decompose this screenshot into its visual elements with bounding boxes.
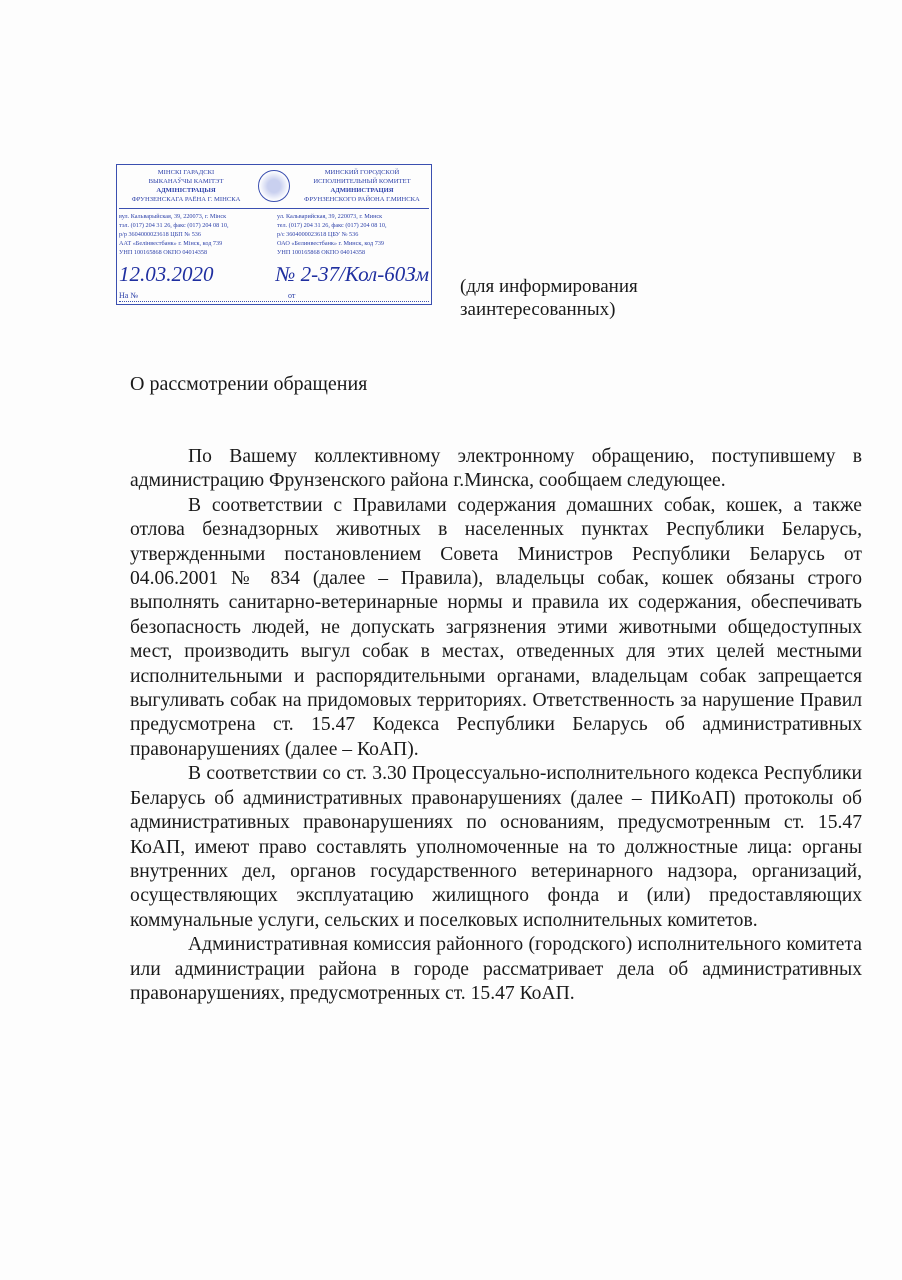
reference-line [119,290,429,302]
stamp-text: УНП 100165868 ОКПО 04014358 [277,249,366,256]
stamp-text: ААТ «Белінвестбанк» г. Мінск, код 739 [119,240,223,247]
info-note-line: (для информирования [460,276,638,297]
handwritten-row [119,261,429,287]
info-note [460,275,638,321]
letter-subject: О рассмотрении обращения [130,373,368,395]
letter-body [130,445,862,1006]
stamp-details-belarusian [119,212,271,257]
handwritten-date: 12.03.2020 [119,262,214,286]
stamp-divider [119,208,429,209]
stamp-details-russian [277,212,429,257]
paragraph: В соответствии со ст. 3.30 Процессуально-исполнительного кодекса Республики Беларусь об административных правонарушениях (далее – ПИКоАП) протоколы об административных правонарушениях по основаниям, предусмотренным ст. 15.47 КоАП, имеют право составлять уполномоченные на то должностные лица: органы внутренних дел, органов государственного ветеринарного надзора, организаций, осуществляющих эксплуатацию жилищного фонда и (или) предоставляющих коммунальные услуги, сельских и поселковых исполнительных комитетов. [130,763,862,931]
stamp-text: УНП 100165868 ОКПО 04014358 [119,249,208,256]
ot-label: от [287,291,296,300]
stamp-details [119,212,429,257]
stamp-text: тел. (017) 204 31 26, факс (017) 204 08 10, [277,222,387,229]
paragraph: В соответствии с Правилами содержания домашних собак, кошек, а также отлова безнадзорных животных в населенных пунктах Республики Беларусь, утвержденными постановлением Совета Министров Республики Беларусь от 04.06.2001 № 834 (далее – Правила), владельцы собак, кошек обязаны строго выполнять санитарно-ветеринарные нормы и правила их содержания, обеспечивать безопасность людей, не допускать загрязнения этими животными общедоступных мест, производить выгул собак в местах, отведенных для этих целей местными исполнительными и распорядительными органами, владельцам собак запрещается выгуливать собак на придомовых территориях. Ответственность за нарушение Правил предусмотрена ст. 15.47 Кодекса Республики Беларусь об административных правонарушениях (далее – КоАП). [130,494,862,760]
na-label: На № [119,291,138,300]
paragraph: Административная комиссия районного (городского) исполнительного комитета или администрации района в городе рассматривает дела об административных правонарушениях, предусмотренных ст. 15.47 КоАП. [130,934,862,1004]
stamp-text: МИНСКИЙ ГОРОДСКОЙ [324,169,400,176]
stamp-text: ул. Кальварийская, 39, 220073, г. Минск [277,213,383,220]
stamp-header-russian [295,168,429,204]
stamp-text: ФРУНЗЕНСКАГА РАЁНА Г. МІНСКА [131,196,241,203]
stamp-text: ВЫКАНАЎЧЫ КАМІТЭТ [148,178,224,185]
stamp-text: АДМІНІСТРАЦЫЯ [156,187,216,194]
stamp-text: ИСПОЛНИТЕЛЬНЫЙ КОМИТЕТ [313,178,411,185]
stamp-text: АДМИНИСТРАЦИЯ [330,187,394,194]
stamp-text: тэл. (017) 204 31 26, факс (017) 204 08 10, [119,222,229,229]
info-note-line: заинтересованных) [460,299,616,320]
stamp-text: р/с 3604000023618 ЦБУ № 536 [277,231,359,238]
stamp-header [119,168,429,204]
paragraph: По Вашему коллективному электронному обращению, поступившему в администрацию Фрунзенского района г.Минска, сообщаем следующее. [130,446,862,492]
coat-of-arms-icon [258,170,290,202]
handwritten-reference-number: № 2-37/Кол-60Зм [275,262,429,286]
stamp-text: вул. Кальварыйская, 39, 220073, г. Мінск [119,213,227,220]
stamp-text: ОАО «Белинвестбанк» г. Минск, код 739 [277,240,385,247]
stamp-text: МІНСКІ ГАРАДСКІ [157,169,215,176]
stamp-text: ФРУНЗЕНСКОГО РАЙОНА Г.МИНСКА [304,196,420,203]
stamp-text: р/р 3604000023618 ЦБП № 536 [119,231,201,238]
stamp-header-belarusian [119,168,253,204]
letterhead-stamp [116,164,432,305]
